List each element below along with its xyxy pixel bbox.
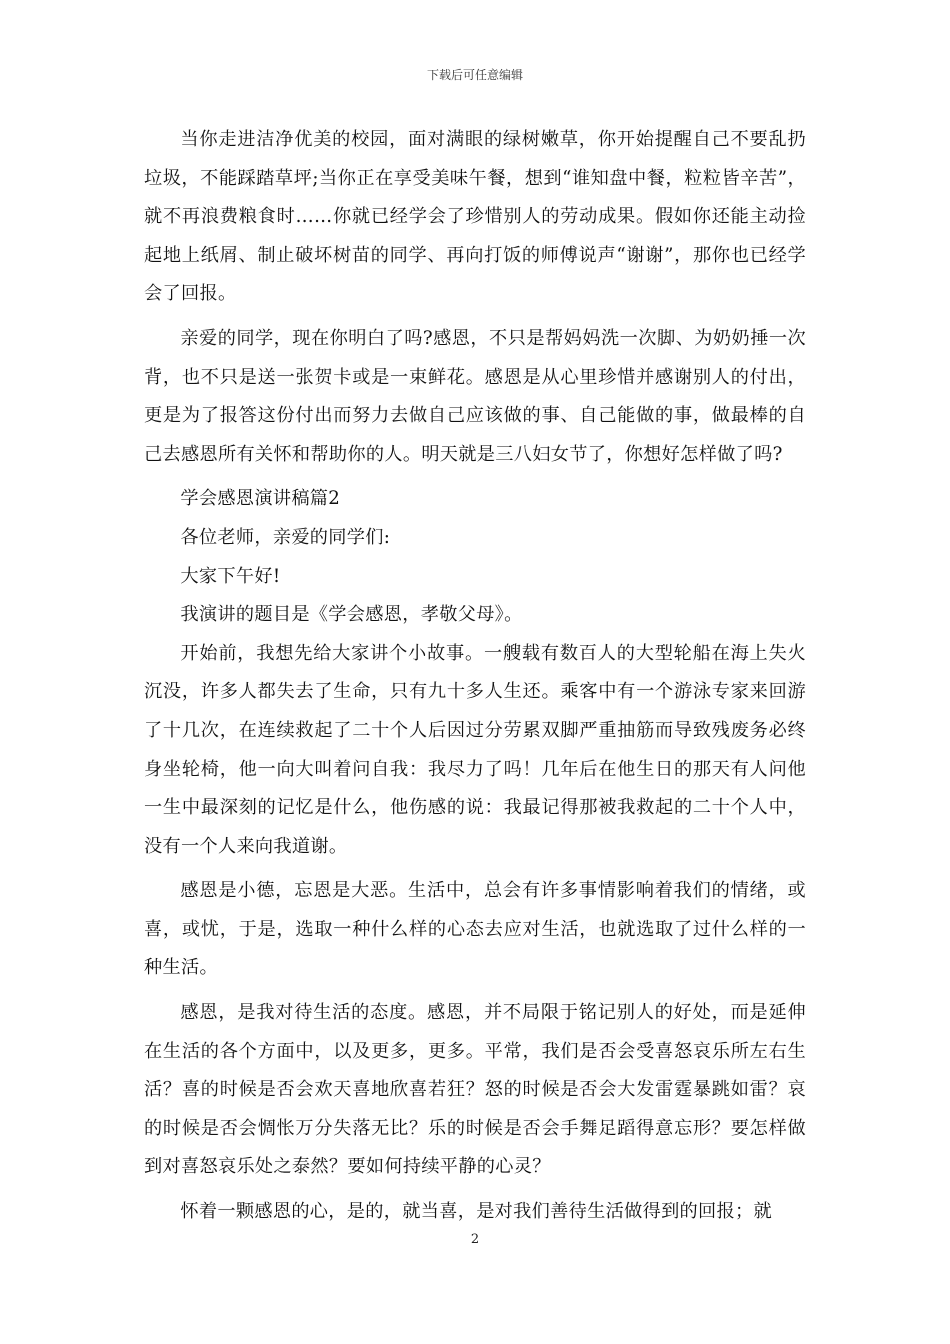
page-number: 2 — [470, 1232, 480, 1247]
paragraph: 感恩，是我对待生活的态度。感恩，并不局限于铭记别人的好处，而是延伸在生活的各个方面中，以及更多，更多。平常，我们是否会受喜怒哀乐所左右生活？喜的时候是否会欢天喜地欣喜若狂？怒的时候是否会大发雷霆暴跳如雷？哀的时候是否会惆怅万分失落无比？乐的时候是否会手舞足蹈得意忘形？要怎样做到对喜怒哀乐处之泰然？要如何持续平静的心灵？ — [144, 1002, 806, 1178]
speech-title-line: 我演讲的题目是《学会感恩，孝敬父母》。 — [180, 604, 523, 626]
salutation: 各位老师，亲爱的同学们: — [180, 526, 391, 548]
paragraph: 感恩是小德，忘恩是大恶。生活中，总会有许多事情影响着我们的情绪，或喜，或忧，于是，选取一种什么样的心态去应对生活，也就选取了过什么样的一种生活。 — [144, 880, 806, 979]
paragraph: 亲爱的同学，现在你明白了吗?感恩，不只是帮妈妈洗一次脚、为奶奶捶一次背，也不只是送一张贺卡或是一束鲜花。感恩是从心里珍惜并感谢别人的付出，更是为了报答这份付出而努力去做自己应该做的事、自己能做的事，做最棒的自己去感恩所有关怀和帮助你的人。明天就是三八妇女节了，你想好怎样做了吗? — [144, 327, 806, 465]
section-heading: 学会感恩演讲稿篇2 — [180, 488, 341, 510]
paragraph: 当你走进洁净优美的校园，面对满眼的绿树嫩草，你开始提醒自己不要乱扔垃圾，不能踩踏草坪;当你正在享受美味午餐，想到“谁知盘中餐，粒粒皆辛苦”，就不再浪费粮食时……你就已经学会了珍惜别人的劳动成果。假如你还能主动捡起地上纸屑、制止破坏树苗的同学、再向打饭的师傅说声“谢谢”，那你也已经学会了回报。 — [144, 129, 806, 305]
greeting: 大家下午好! — [180, 565, 281, 587]
page-header: 下载后可任意编辑 — [426, 68, 523, 82]
paragraph: 开始前，我想先给大家讲个小故事。一艘载有数百人的大型轮船在海上失火沉没，许多人都失去了生命，只有九十多人生还。乘客中有一个游泳专家来回游了十几次，在连续救起了二十个人后因过分劳累双脚严重抽筋而导致残废务必终身坐轮椅，他一向大叫着问自我：我尽力了吗！几年后在他生日的那天有人问他一生中最深刻的记忆是什么，他伤感的说：我最记得那被我救起的二十个人中，没有一个人来向我道谢。 — [144, 642, 806, 857]
paragraph: 怀着一颗感恩的心，是的，就当喜，是对我们善待生活做得到的回报；就 — [180, 1201, 772, 1223]
document-body — [144, 121, 806, 1232]
